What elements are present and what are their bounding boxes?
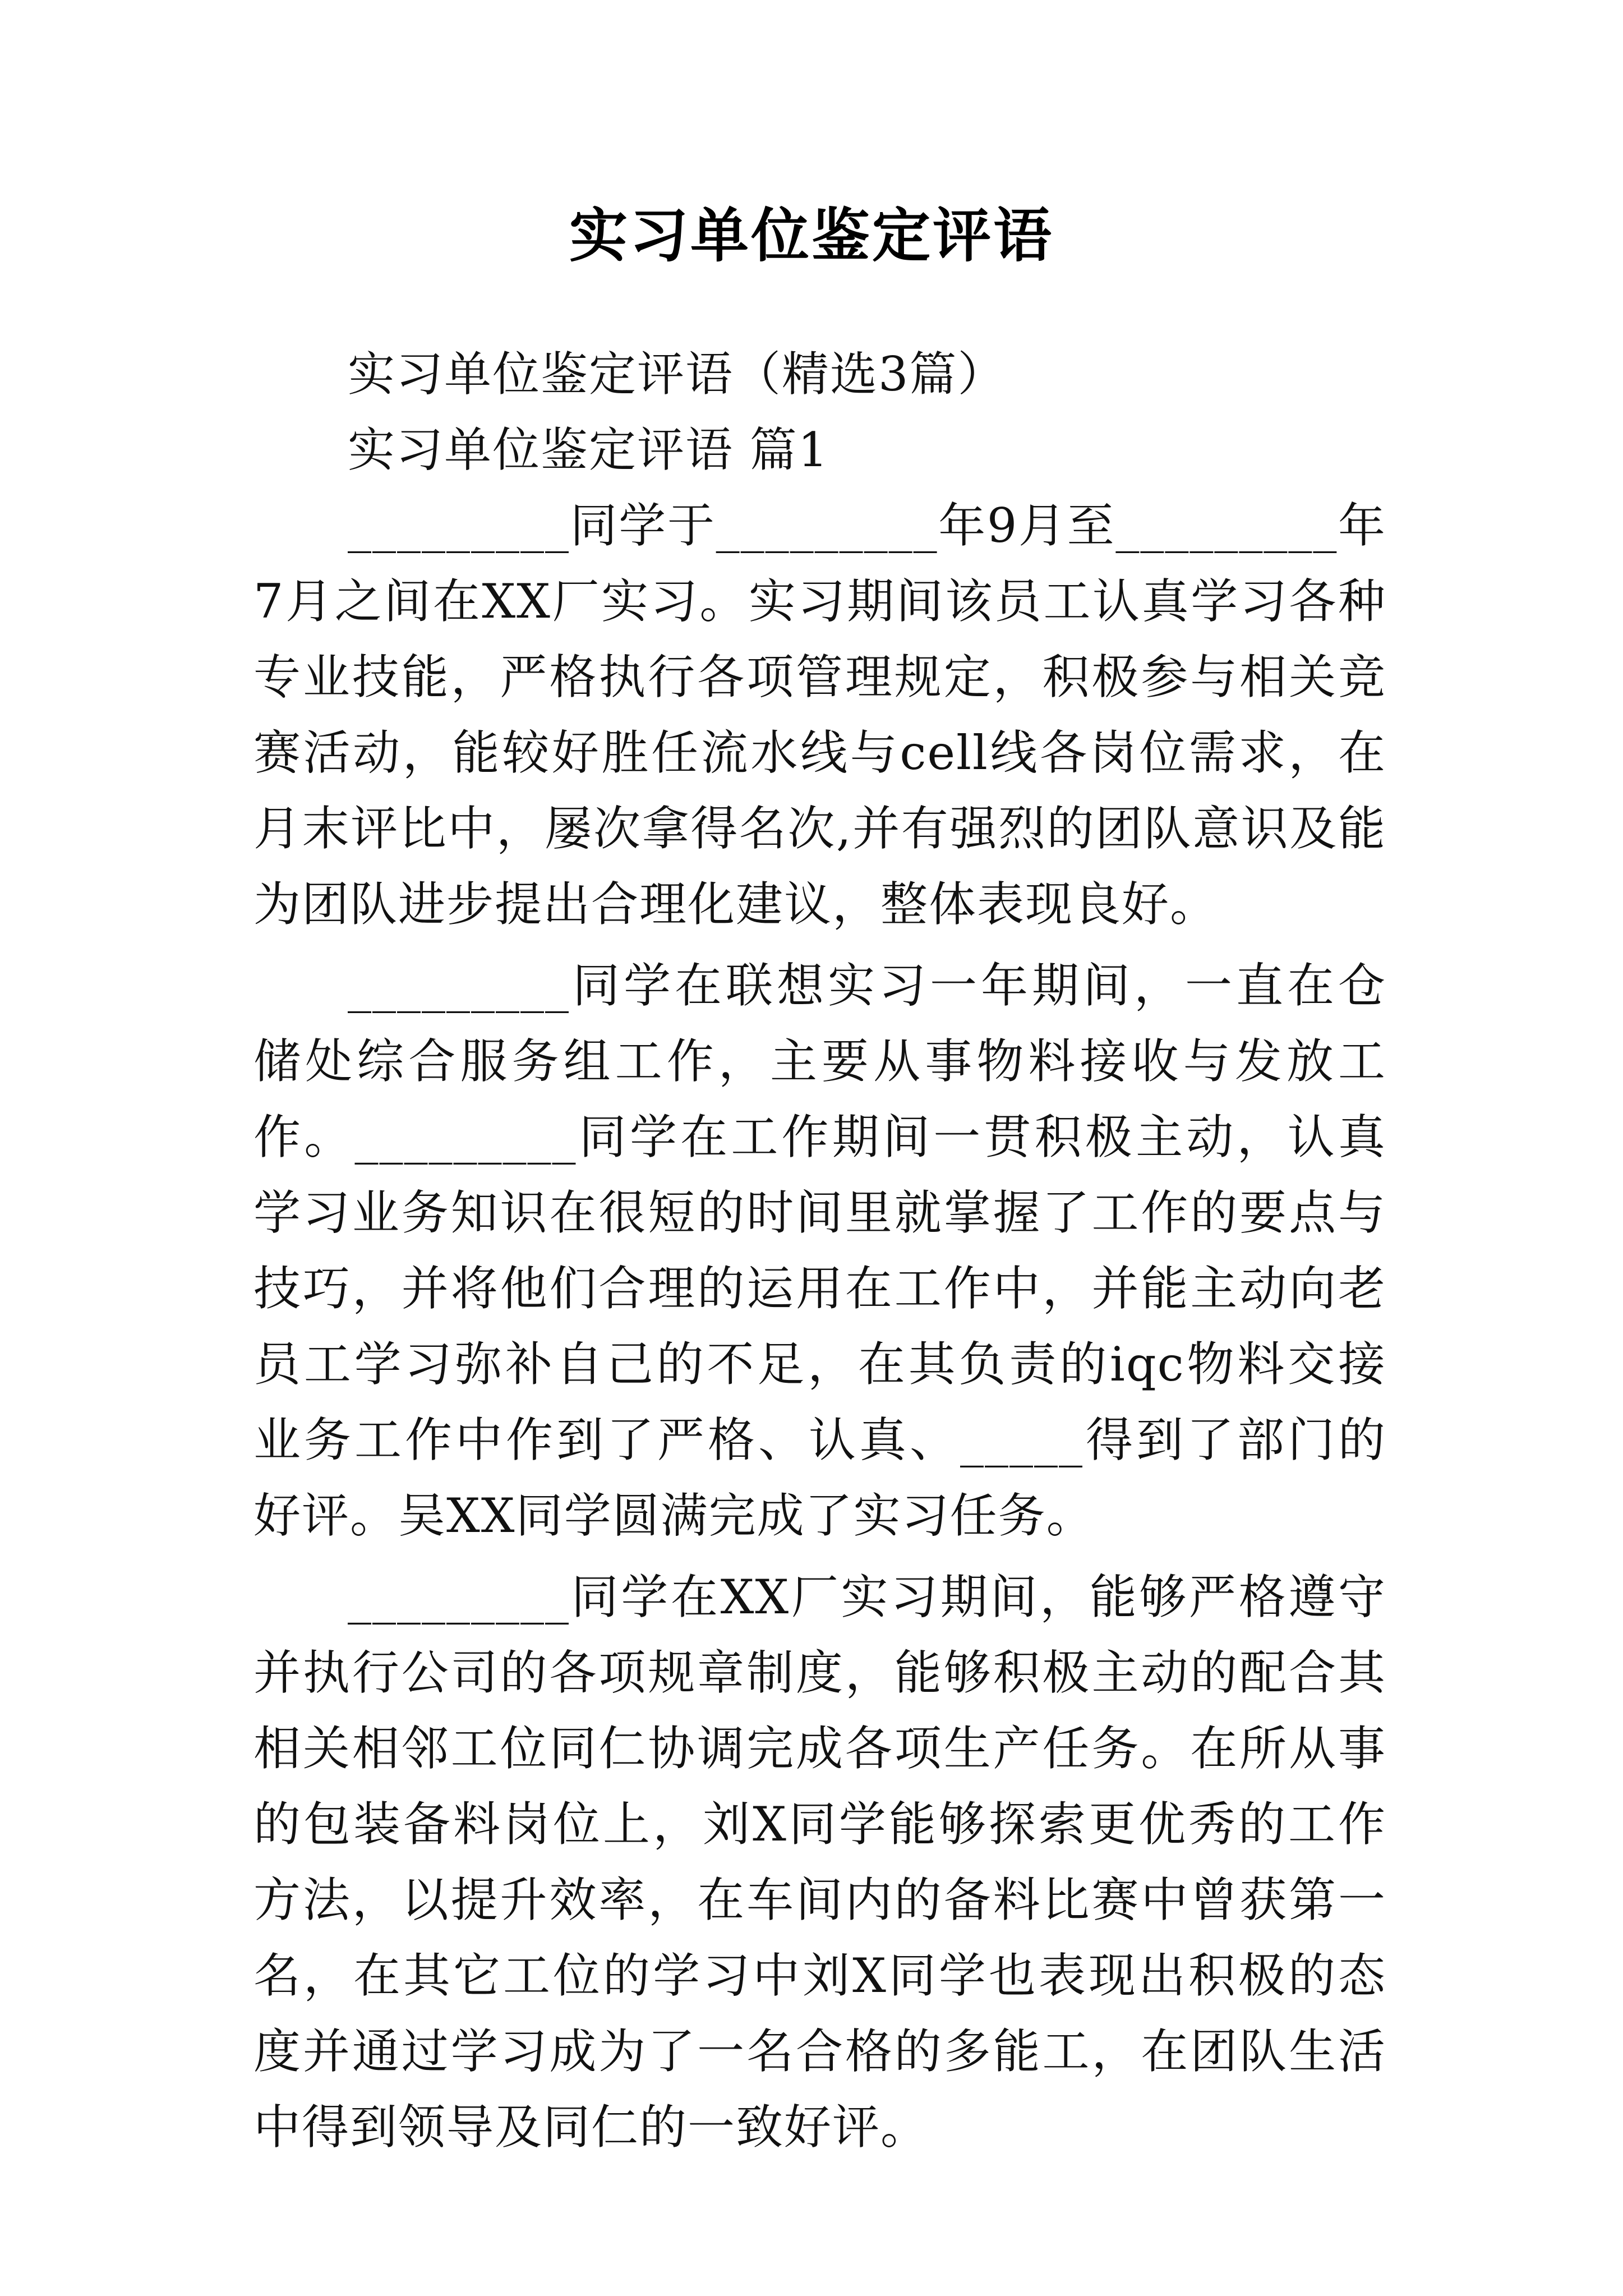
- section-heading: 实习单位鉴定评语 篇1: [348, 422, 829, 477]
- paragraph-2: _________同学在联想实习一年期间，一直在仓储处综合服务组工作，主要从事物料接收与发放工作。_________同学在工作期间一贯积极主动，认真学习业务知识在很短的时间里就掌握了工作的要点与技巧，并将他们合理的运用在工作中，并能主动向老员工学习弥补自己的不足，在其负责的iqc物料交接业务工作中作到了严格、认真、_____得到了部门的好评。吴XX同学圆满完成了实习任务。: [253, 958, 1386, 1543]
- paragraph-3: _________同学在XX厂实习期间，能够严格遵守并执行公司的各项规章制度，能够积极主动的配合其相关相邻工位同仁协调完成各项生产任务。在所从事的包装备料岗位上，刘X同学能够探索更优秀的工作方法，以提升效率，在车间内的备料比赛中曾获第一名，在其它工位的学习中刘X同学也表现出积极的态度并通过学习成为了一名合格的多能工，在团队生活中得到领导及同仁的一致好评。: [253, 1570, 1386, 2155]
- document-body: [253, 337, 1386, 2165]
- document-title: 实习单位鉴定评语: [569, 201, 1054, 270]
- collection-heading: 实习单位鉴定评语（精选3篇）: [348, 347, 1006, 402]
- paragraph-1: _________同学于_________年9月至_________年7月之间在XX厂实习。实习期间该员工认真学习各种专业技能，严格执行各项管理规定，积极参与相关竞赛活动，能较好胜任流水线与cell线各岗位需求，在月末评比中，屡次拿得名次,并有强烈的团队意识及能为团队进步提出合理化建议，整体表现良好。: [253, 498, 1386, 932]
